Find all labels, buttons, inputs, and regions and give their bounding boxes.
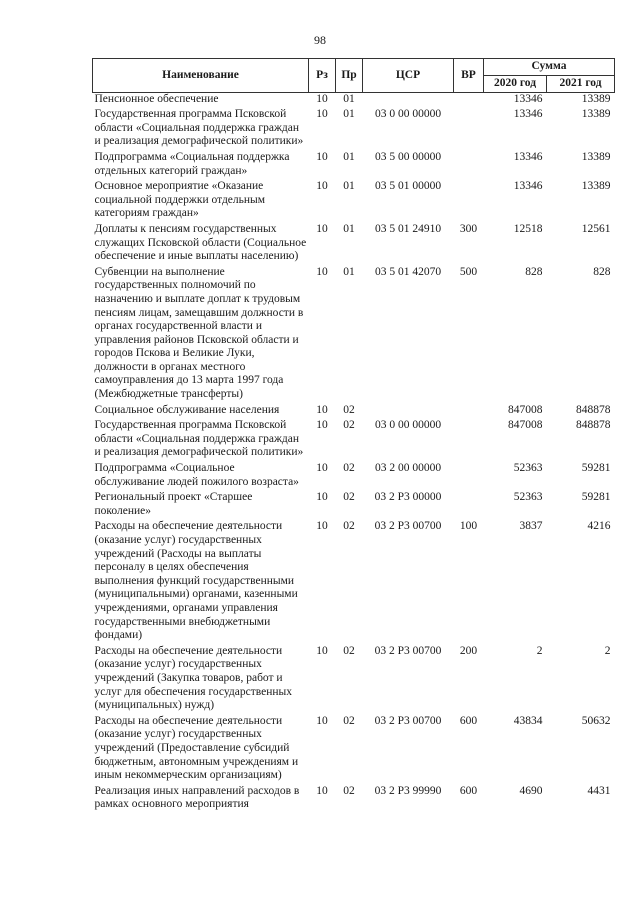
- row-vr: [454, 106, 484, 149]
- table-row: [93, 221, 615, 264]
- row-rz: 10: [316, 714, 328, 727]
- header-vr: ВР: [454, 59, 484, 93]
- table-body: [93, 92, 615, 812]
- table-row: [93, 149, 615, 178]
- row-csr: 03 2 P3 00700: [374, 714, 442, 727]
- row-csr: [363, 402, 454, 418]
- row-rz: 10: [316, 150, 328, 163]
- row-sum-2021: 50632: [581, 714, 611, 727]
- row-vr: 200: [459, 644, 478, 657]
- row-pr: 01: [343, 180, 355, 193]
- row-rz: 10: [316, 92, 328, 105]
- row-vr: 300: [459, 222, 478, 235]
- table-row: [93, 106, 615, 149]
- row-vr: 100: [459, 520, 478, 533]
- row-csr: 03 2 00 00000: [374, 462, 442, 475]
- row-name: Субвенции на выполнение государственных полномочий по назначению и выплате доплат к трудовым пенсиям лицам, замещавшим должности в органах государственной власти и управления районов Псковской области и городов Пскова и Великие Луки, должности в органах местного самоуправления до 13 марта 1997 года (Межбюджетные трансферты): [94, 265, 304, 401]
- row-vr: 500: [459, 265, 478, 278]
- budget-table-container: [92, 58, 614, 812]
- row-vr: [454, 489, 484, 518]
- table-row: [93, 178, 615, 221]
- page-number: 98: [314, 33, 326, 47]
- row-sum-2020: 52363: [513, 491, 543, 504]
- table-row: [93, 518, 615, 642]
- row-name: Подпрограмма «Социальное обслуживание людей пожилого возраста»: [94, 462, 299, 488]
- row-csr: 03 0 00 00000: [374, 419, 442, 432]
- row-pr: 01: [343, 108, 355, 121]
- row-csr: 03 5 00 00000: [374, 150, 442, 163]
- row-pr: 02: [343, 714, 355, 727]
- row-sum-2020: 847008: [508, 403, 543, 416]
- table-row: [93, 783, 615, 812]
- row-sum-2020: 3837: [519, 520, 543, 533]
- row-pr: 01: [343, 222, 355, 235]
- row-rz: 10: [316, 784, 328, 797]
- row-sum-2020: 13346: [513, 92, 543, 105]
- row-name: Реализация иных направлений расходов в рамках основного мероприятия: [94, 784, 300, 811]
- row-csr: [363, 92, 454, 106]
- row-rz: 10: [316, 180, 328, 193]
- row-pr: 02: [343, 644, 355, 657]
- row-sum-2021: 13389: [581, 108, 611, 121]
- row-name: Социальное обслуживание населения: [94, 403, 280, 416]
- row-pr: 02: [343, 491, 355, 504]
- table-row: [93, 713, 615, 783]
- row-csr: 03 2 P3 99990: [374, 784, 442, 797]
- row-rz: 10: [316, 491, 328, 504]
- row-sum-2021: 13389: [581, 180, 611, 193]
- row-csr: 03 0 00 00000: [374, 108, 442, 121]
- row-rz: 10: [316, 403, 328, 416]
- row-sum-2021: 59281: [581, 462, 611, 475]
- row-sum-2020: 13346: [513, 108, 543, 121]
- row-sum-2021: 848878: [576, 403, 611, 416]
- row-name: Доплаты к пенсиям государственных служащих Псковской области (Социальное обеспечение и иные выплаты населению): [94, 222, 307, 263]
- row-pr: 02: [343, 784, 355, 797]
- row-sum-2021: 2: [604, 644, 611, 657]
- header-pr: Пр: [336, 59, 363, 93]
- row-pr: 01: [343, 92, 355, 105]
- row-pr: 01: [343, 265, 355, 278]
- row-rz: 10: [316, 520, 328, 533]
- row-name: Государственная программа Псковской области «Социальная поддержка граждан и реализация демографической политики»: [94, 419, 304, 459]
- row-sum-2020: 52363: [513, 462, 543, 475]
- row-rz: 10: [316, 108, 328, 121]
- row-pr: 02: [343, 419, 355, 432]
- table-row: [93, 460, 615, 489]
- table-row: [93, 264, 615, 402]
- header-rz: Рз: [309, 59, 336, 93]
- row-rz: 10: [316, 265, 328, 278]
- row-name: Расходы на обеспечение деятельности (оказание услуг) государственных учреждений (Закупка товаров, работ и услуг для обеспечения государственных (муниципальных) нужд): [94, 644, 292, 712]
- row-sum-2021: 12561: [581, 222, 611, 235]
- row-sum-2021: 4431: [587, 784, 611, 797]
- row-rz: 10: [316, 644, 328, 657]
- table-row: [93, 489, 615, 518]
- row-vr: [454, 417, 484, 460]
- row-csr: 03 2 P3 00700: [374, 520, 442, 533]
- row-csr: 03 2 P3 00000: [374, 491, 442, 504]
- row-vr: [454, 402, 484, 418]
- row-sum-2021: 4216: [587, 520, 611, 533]
- row-vr: [454, 460, 484, 489]
- row-vr: 600: [459, 714, 478, 727]
- row-sum-2021: 848878: [576, 419, 611, 432]
- row-sum-2021: 13389: [581, 150, 611, 163]
- row-csr: 03 5 01 24910: [374, 222, 442, 235]
- table-row: [93, 643, 615, 713]
- row-vr: 600: [459, 784, 478, 797]
- row-pr: 02: [343, 520, 355, 533]
- table-header: [93, 59, 615, 93]
- row-vr: [454, 149, 484, 178]
- row-sum-2020: 2: [536, 644, 543, 657]
- row-pr: 01: [343, 150, 355, 163]
- row-name: Региональный проект «Старшее поколение»: [94, 491, 253, 517]
- budget-table: [92, 58, 615, 812]
- table-row: [93, 92, 615, 106]
- row-pr: 02: [343, 462, 355, 475]
- row-csr: 03 5 01 00000: [374, 180, 442, 193]
- row-name: Подпрограмма «Социальная поддержка отдельных категорий граждан»: [94, 150, 290, 177]
- header-year-2020: 2020 год: [484, 76, 547, 93]
- row-name: Расходы на обеспечение деятельности (оказание услуг) государственных учреждений (Расходы на выплаты персоналу в целях обеспечения выполнения функций государственными (муниципальными) органами, казенными учреждениями, органами управления государственными внебюджетными фондами): [94, 520, 298, 642]
- header-csr: ЦСР: [363, 59, 454, 93]
- row-sum-2021: 828: [593, 265, 611, 278]
- row-sum-2020: 847008: [508, 419, 543, 432]
- row-name: Основное мероприятие «Оказание социальной поддержки отдельным категориям граждан»: [94, 180, 266, 220]
- row-sum-2020: 12518: [513, 222, 543, 235]
- row-vr: [454, 92, 484, 106]
- row-sum-2020: 13346: [513, 150, 543, 163]
- row-pr: 02: [343, 403, 355, 416]
- row-rz: 10: [316, 222, 328, 235]
- header-name: Наименование: [93, 59, 309, 93]
- row-name: Пенсионное обеспечение: [94, 92, 219, 105]
- table-row: [93, 417, 615, 460]
- header-sum: Сумма: [484, 59, 615, 76]
- row-sum-2020: 4690: [519, 784, 543, 797]
- row-vr: [454, 178, 484, 221]
- row-sum-2021: 59281: [581, 491, 611, 504]
- row-csr: 03 5 01 42070: [374, 265, 442, 278]
- row-sum-2020: 828: [525, 265, 543, 278]
- row-sum-2020: 43834: [513, 714, 543, 727]
- header-year-2021: 2021 год: [547, 76, 615, 93]
- row-name: Расходы на обеспечение деятельности (оказание услуг) государственных учреждений (Предоставление субсидий бюджетным, автономным учреждениям и иным некоммерческим организациям): [94, 714, 299, 782]
- row-csr: 03 2 P3 00700: [374, 644, 442, 657]
- row-sum-2021: 13389: [581, 92, 611, 105]
- row-name: Государственная программа Псковской области «Социальная поддержка граждан и реализация демографической политики»: [94, 108, 304, 148]
- table-row: [93, 402, 615, 418]
- row-sum-2020: 13346: [513, 180, 543, 193]
- row-rz: 10: [316, 462, 328, 475]
- row-rz: 10: [316, 419, 328, 432]
